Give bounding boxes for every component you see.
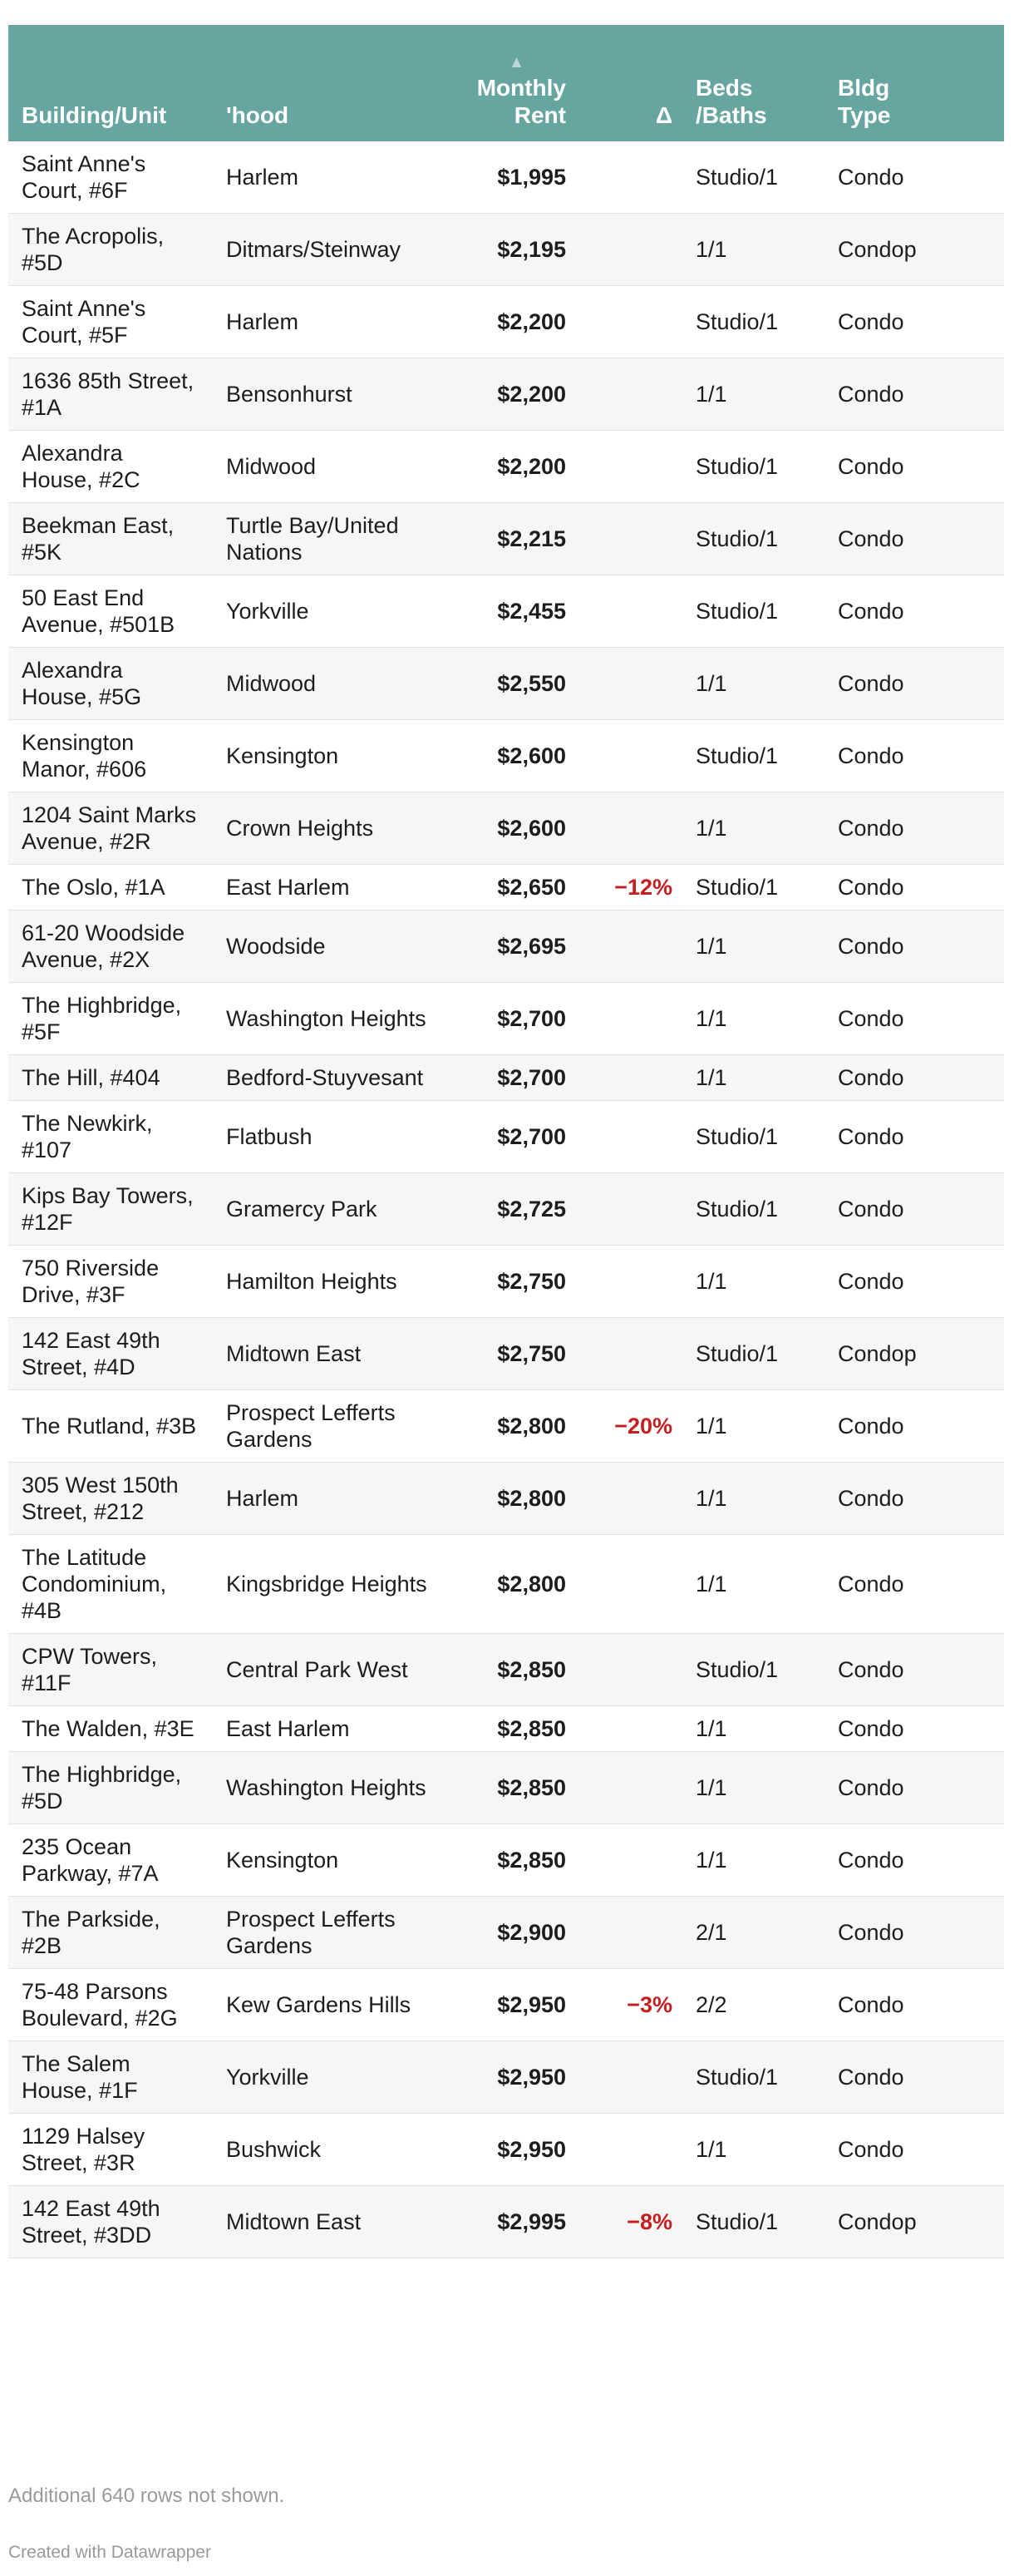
cell-hood: Washington Heights (226, 1006, 426, 1031)
cell-bldg-type: Condo (838, 1269, 904, 1294)
cell-bldg-type: Condo (838, 671, 904, 696)
table-row (8, 286, 1004, 358)
cell-hood: East Harlem (226, 1716, 350, 1741)
table-row (8, 1246, 1004, 1318)
cell-building-unit: 305 West 150th Street, #212 (22, 1473, 179, 1524)
cell-monthly-rent: $2,800 (497, 1486, 566, 1511)
cell-delta (574, 214, 682, 286)
cell-building-unit: 1204 Saint Marks Avenue, #2R (22, 802, 197, 854)
cell-bldg-type: Condo (838, 454, 904, 479)
cell-delta: −3% (627, 1992, 672, 2017)
cell-monthly-rent: $2,200 (497, 454, 566, 479)
cell-bldg-type: Condo (838, 1572, 904, 1596)
cell-monthly-rent: $2,850 (497, 1775, 566, 1800)
cell-delta (574, 2041, 682, 2114)
cell-hood: Prospect Lefferts Gardens (226, 1400, 396, 1452)
cell-hood: Midtown East (226, 2209, 362, 2234)
cell-bldg-type: Condo (838, 1486, 904, 1511)
cell-monthly-rent: $2,900 (497, 1920, 566, 1945)
table-row (8, 1390, 1004, 1463)
table-row (8, 983, 1004, 1055)
table-row (8, 1055, 1004, 1101)
cell-monthly-rent: $2,455 (497, 599, 566, 624)
table-row (8, 358, 1004, 431)
cell-hood: Yorkville (226, 2065, 309, 2090)
cell-monthly-rent: $2,200 (497, 382, 566, 407)
cell-bldg-type: Condop (838, 1341, 917, 1366)
table-row (8, 1752, 1004, 1824)
cell-beds-baths: 1/1 (696, 1065, 727, 1090)
cell-hood: Prospect Lefferts Gardens (226, 1907, 396, 1958)
datawrapper-credit: Created with Datawrapper (8, 2543, 211, 2562)
cell-delta (574, 1055, 682, 1101)
cell-beds-baths: 1/1 (696, 382, 727, 407)
cell-beds-baths: Studio/1 (682, 865, 824, 910)
cell-building-unit: The Highbridge, #5D (22, 1762, 182, 1814)
cell-bldg-type: Condo (838, 816, 904, 841)
header-bldg-type[interactable]: Bldg Type (838, 75, 891, 128)
cell-bldg-type: Condo (838, 1992, 904, 2017)
cell-bldg-type: Condo (838, 743, 904, 768)
cell-beds-baths: 1/1 (696, 1414, 727, 1439)
cell-hood: Flatbush (226, 1124, 313, 1149)
cell-building-unit: Kensington Manor, #606 (22, 730, 147, 782)
cell-bldg-type: Condo (838, 526, 904, 551)
table-row (8, 865, 1004, 910)
cell-delta (574, 503, 682, 575)
cell-beds-baths: 1/1 (696, 237, 727, 262)
cell-building-unit: 1636 85th Street, #1A (22, 368, 194, 420)
table-row (8, 648, 1004, 720)
header-hood[interactable]: 'hood (226, 102, 289, 128)
cell-monthly-rent: $2,850 (497, 1657, 566, 1682)
cell-hood: Yorkville (226, 599, 309, 624)
cell-bldg-type: Condo (838, 1124, 904, 1149)
cell-hood: Kensington (226, 1848, 339, 1873)
cell-delta (574, 720, 682, 792)
cell-bldg-type: Condo (838, 382, 904, 407)
cell-building-unit: 75-48 Parsons Boulevard, #2G (22, 1979, 178, 2031)
cell-beds-baths: 2/2 (696, 1992, 727, 2017)
table-row (8, 910, 1004, 983)
cell-beds-baths: 1/1 (696, 671, 727, 696)
cell-building-unit: 235 Ocean Parkway, #7A (22, 1834, 159, 1886)
table-row (8, 575, 1004, 648)
cell-hood: Ditmars/Steinway (226, 237, 401, 262)
cell-building-unit: The Rutland, #3B (22, 1414, 197, 1439)
cell-beds-baths: Studio/1 (696, 1197, 779, 1221)
cell-building-unit: The Newkirk, #107 (22, 1111, 153, 1162)
cell-delta: −20% (614, 1414, 672, 1439)
cell-building-unit: The Parkside, #2B (22, 1907, 160, 1958)
cell-monthly-rent: $2,800 (497, 1414, 566, 1439)
cell-delta (574, 1752, 682, 1824)
cell-building-unit: 142 East 49th Street, #4D (22, 1328, 160, 1379)
cell-building-unit: 142 East 49th Street, #3DD (22, 2196, 160, 2248)
table-row (8, 1535, 1004, 1634)
cell-monthly-rent: $2,750 (497, 1341, 566, 1366)
cell-delta (574, 1246, 682, 1318)
table-row (8, 720, 1004, 792)
cell-hood: Central Park West (226, 1657, 408, 1682)
table-row (8, 2041, 1004, 2114)
cell-delta: −12% (574, 865, 682, 910)
cell-bldg-type: Condo (838, 1920, 904, 1945)
cell-bldg-type: Condo (838, 1716, 904, 1741)
cell-bldg-type: Condo (838, 2137, 904, 2162)
cell-monthly-rent: $2,700 (497, 1065, 566, 1090)
cell-monthly-rent: $2,215 (497, 526, 566, 551)
cell-hood: Harlem (226, 309, 299, 334)
cell-building-unit: 750 Riverside Drive, #3F (22, 1256, 160, 1307)
cell-beds-baths: Studio/1 (696, 454, 779, 479)
cell-delta (574, 792, 682, 865)
sort-ascending-icon: ▲ (508, 53, 525, 72)
header-row (8, 25, 1004, 141)
header-building-unit[interactable]: Building/Unit (22, 102, 167, 128)
table-row (8, 2186, 1004, 2258)
cell-hood: East Harlem (213, 865, 454, 910)
cell-hood: Bushwick (226, 2137, 322, 2162)
cell-building-unit: Alexandra House, #2C (22, 441, 140, 492)
cell-beds-baths: Studio/1 (696, 599, 779, 624)
cell-hood: Hamilton Heights (226, 1269, 397, 1294)
header-monthly-rent[interactable]: ▲ Monthly Rent (454, 25, 574, 141)
cell-beds-baths: Studio/1 (696, 743, 779, 768)
cell-hood: Harlem (226, 165, 299, 190)
cell-beds-baths: 1/1 (696, 1006, 727, 1031)
cell-building-unit: The Oslo, #1A (8, 865, 213, 910)
cell-building-unit: The Acropolis, #5D (22, 224, 165, 275)
cell-building-unit: 50 East End Avenue, #501B (22, 585, 175, 637)
cell-monthly-rent: $2,800 (497, 1572, 566, 1596)
cell-building-unit: Kips Bay Towers, #12F (22, 1183, 194, 1235)
cell-hood: Bedford-Stuyvesant (226, 1065, 424, 1090)
cell-delta (574, 1706, 682, 1752)
cell-beds-baths: 1/1 (696, 934, 727, 959)
cell-monthly-rent: $2,600 (497, 743, 566, 768)
table-row (8, 1463, 1004, 1535)
cell-delta (574, 1173, 682, 1246)
cell-delta (574, 1634, 682, 1706)
cell-beds-baths: 1/1 (696, 1775, 727, 1800)
cell-delta (574, 1101, 682, 1173)
cell-hood: Crown Heights (226, 816, 374, 841)
cell-beds-baths: 1/1 (696, 1269, 727, 1294)
table-row (8, 1173, 1004, 1246)
cell-building-unit: The Latitude Condominium, #4B (22, 1545, 167, 1623)
cell-delta (574, 910, 682, 983)
table-body (8, 141, 1004, 2258)
cell-building-unit: 61-20 Woodside Avenue, #2X (22, 920, 185, 972)
cell-beds-baths: 2/1 (696, 1920, 727, 1945)
cell-building-unit: The Hill, #404 (22, 1065, 160, 1090)
cell-hood: Gramercy Park (226, 1197, 377, 1221)
rows-not-shown-note: Additional 640 rows not shown. (8, 2485, 285, 2507)
table-row (8, 1706, 1004, 1752)
header-delta[interactable]: Δ (655, 102, 672, 128)
cell-beds-baths: Studio/1 (696, 165, 779, 190)
cell-monthly-rent: $2,600 (497, 816, 566, 841)
cell-delta (574, 1318, 682, 1390)
table-row (8, 141, 1004, 214)
cell-monthly-rent: $2,700 (497, 1006, 566, 1031)
cell-delta (574, 141, 682, 214)
cell-bldg-type: Condo (838, 934, 904, 959)
cell-building-unit: Alexandra House, #5G (22, 658, 142, 709)
cell-delta: −8% (627, 2209, 672, 2234)
cell-bldg-type: Condo (838, 1006, 904, 1031)
cell-monthly-rent: $2,950 (497, 2065, 566, 2090)
cell-hood: Midwood (226, 454, 317, 479)
table-row (8, 503, 1004, 575)
cell-building-unit: Saint Anne's Court, #5F (22, 296, 146, 348)
cell-monthly-rent: $2,995 (497, 2209, 566, 2234)
cell-delta (574, 2114, 682, 2186)
cell-bldg-type: Condo (838, 165, 904, 190)
cell-hood: Bensonhurst (226, 382, 352, 407)
cell-hood: Kingsbridge Heights (226, 1572, 427, 1596)
table-row (8, 214, 1004, 286)
cell-monthly-rent: $2,695 (497, 934, 566, 959)
table-row (8, 2114, 1004, 2186)
cell-monthly-rent: $2,195 (497, 237, 566, 262)
cell-bldg-type: Condo (838, 1775, 904, 1800)
cell-hood: Kew Gardens Hills (226, 1992, 411, 2017)
table-row (8, 1318, 1004, 1390)
cell-hood: Midtown East (226, 1341, 362, 1366)
cell-beds-baths: Studio/1 (696, 1124, 779, 1149)
cell-delta (574, 575, 682, 648)
cell-bldg-type: Condo (838, 1065, 904, 1090)
cell-building-unit: 1129 Halsey Street, #3R (22, 2124, 145, 2175)
cell-hood: Harlem (226, 1486, 299, 1511)
cell-bldg-type: Condop (838, 2209, 917, 2234)
cell-delta (574, 286, 682, 358)
cell-beds-baths: 1/1 (696, 816, 727, 841)
cell-monthly-rent: $2,950 (497, 1992, 566, 2017)
cell-delta (574, 1897, 682, 1969)
cell-building-unit: The Salem House, #1F (22, 2051, 138, 2103)
cell-delta (574, 1463, 682, 1535)
cell-monthly-rent: $2,850 (497, 1716, 566, 1741)
cell-bldg-type: Condo (838, 599, 904, 624)
cell-delta (574, 1535, 682, 1634)
cell-bldg-type: Condo (838, 309, 904, 334)
cell-bldg-type: Condop (838, 237, 917, 262)
table-row (8, 1897, 1004, 1969)
cell-building-unit: Saint Anne's Court, #6F (22, 151, 146, 203)
cell-hood: Woodside (226, 934, 326, 959)
header-beds-baths[interactable]: Beds /Baths (696, 75, 767, 128)
cell-hood: Midwood (226, 671, 317, 696)
cell-beds-baths: Studio/1 (696, 309, 779, 334)
cell-hood: Washington Heights (226, 1775, 426, 1800)
cell-beds-baths: 1/1 (696, 1716, 727, 1741)
cell-hood: Kensington (226, 743, 339, 768)
cell-monthly-rent: $2,725 (497, 1197, 566, 1221)
cell-delta (574, 431, 682, 503)
cell-delta (574, 983, 682, 1055)
cell-delta (574, 648, 682, 720)
cell-bldg-type: Condo (838, 1848, 904, 1873)
cell-building-unit: The Highbridge, #5F (22, 993, 182, 1044)
cell-bldg-type: Condo (838, 1657, 904, 1682)
cell-bldg-type: Condo (838, 1197, 904, 1221)
cell-monthly-rent: $1,995 (497, 165, 566, 190)
cell-building-unit: The Walden, #3E (22, 1716, 194, 1741)
table-row (8, 792, 1004, 865)
cell-beds-baths: Studio/1 (696, 526, 779, 551)
cell-beds-baths: Studio/1 (696, 2209, 779, 2234)
table-row (8, 1634, 1004, 1706)
cell-bldg-type: Condo (838, 1414, 904, 1439)
table-row (8, 431, 1004, 503)
cell-beds-baths: Studio/1 (696, 2065, 779, 2090)
cell-bldg-type: Condo (838, 2065, 904, 2090)
cell-monthly-rent: $2,200 (497, 309, 566, 334)
table-row (8, 1101, 1004, 1173)
cell-monthly-rent: $2,650 (454, 865, 574, 910)
table-row (8, 1824, 1004, 1897)
rentals-table (8, 25, 1004, 2258)
cell-delta (574, 1824, 682, 1897)
cell-monthly-rent: $2,550 (497, 671, 566, 696)
cell-building-unit: Beekman East, #5K (22, 513, 175, 565)
cell-beds-baths: 1/1 (696, 1848, 727, 1873)
table-header (8, 25, 1004, 141)
cell-building-unit: CPW Towers, #11F (22, 1644, 158, 1695)
cell-beds-baths: 1/1 (696, 1486, 727, 1511)
cell-beds-baths: Studio/1 (696, 1657, 779, 1682)
cell-delta (574, 358, 682, 431)
cell-hood: Turtle Bay/United Nations (226, 513, 399, 565)
cell-monthly-rent: $2,750 (497, 1269, 566, 1294)
cell-bldg-type: Condo (824, 865, 1004, 910)
cell-beds-baths: 1/1 (696, 1572, 727, 1596)
table-row (8, 1969, 1004, 2041)
cell-monthly-rent: $2,700 (497, 1124, 566, 1149)
cell-monthly-rent: $2,850 (497, 1848, 566, 1873)
cell-beds-baths: Studio/1 (696, 1341, 779, 1366)
cell-monthly-rent: $2,950 (497, 2137, 566, 2162)
cell-beds-baths: 1/1 (696, 2137, 727, 2162)
